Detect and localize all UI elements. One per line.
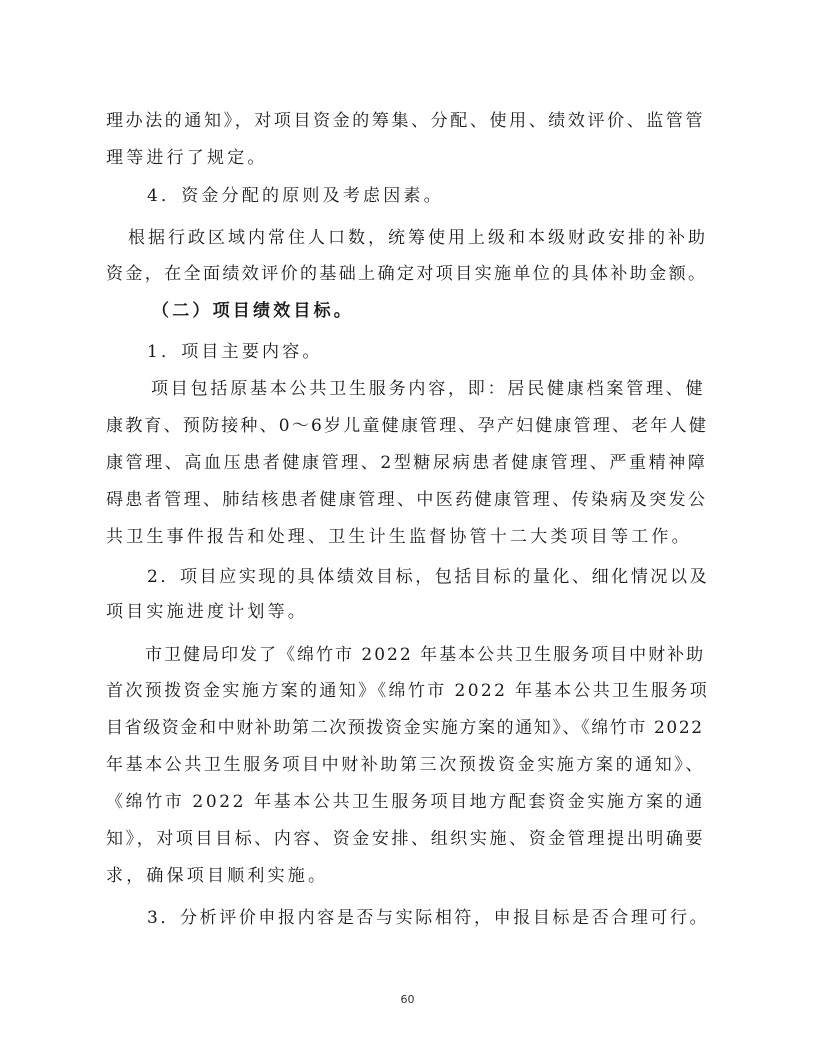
body-text-line: 首次预拨资金实施方案的通知》《绵竹市 2022 年基本公共卫生服务项 — [106, 681, 710, 701]
body-text-line: 目省级资金和中财补助第二次预拨资金实施方案的通知》、《绵竹市 2022 — [106, 718, 704, 738]
body-text-line: 资金，在全面绩效评价的基础上确定对项目实施单位的具体补助金额。 — [106, 264, 708, 284]
page-number: 60 — [400, 993, 415, 1006]
body-text-line: 根据行政区域内常住人口数，统筹使用上级和本级财政安排的补助 — [128, 228, 708, 248]
body-text-line: 项目实施进度计划等。 — [106, 602, 308, 622]
body-text-line: 理等进行了规定。 — [106, 148, 268, 168]
body-text-line: 康管理、高血压患者健康管理、2型糖尿病患者健康管理、严重精神障 — [106, 453, 708, 473]
body-text-line: 项目包括原基本公共卫生服务内容，即：居民健康档案管理、健 — [151, 379, 706, 399]
body-text-line: 理办法的通知》，对项目资金的筹集、分配、使用、绩效评价、监管管 — [106, 111, 706, 131]
section-item-heading: 3．分析评价申报内容是否与实际相符，申报目标是否合理可行。 — [147, 908, 710, 928]
body-text-line: 知》，对项目目标、内容、资金安排、组织实施、资金管理提出明确要 — [106, 829, 706, 849]
body-text-line: 年基本公共卫生服务项目中财补助第三次预拨资金实施方案的通知》、 — [106, 755, 706, 775]
body-text-line: 康教育、预防接种、0～6岁儿童健康管理、孕产妇健康管理、老年人健 — [106, 416, 709, 436]
section-item-heading: 2．项目应实现的具体绩效目标，包括目标的量化、细化情况以及 — [147, 567, 710, 587]
section-item-heading: 1．项目主要内容。 — [147, 342, 323, 362]
body-text-line: 碍患者管理、肺结核患者健康管理、中医药健康管理、传染病及突发公 — [106, 490, 708, 510]
body-text-line: 共卫生事件报告和处理、卫生计生监督协管十二大类项目等工作。 — [106, 527, 692, 547]
body-text-line: 市卫健局印发了《绵竹市 2022 年基本公共卫生服务项目中财补助 — [145, 645, 706, 665]
section-item-heading: 4．资金分配的原则及考虑因素。 — [147, 186, 444, 206]
body-text-line: 求，确保项目顺利实施。 — [106, 866, 329, 886]
body-text-line: 《绵竹市 2022 年基本公共卫生服务项目地方配套资金实施方案的通 — [106, 792, 705, 812]
section-heading: （二）项目绩效目标。 — [152, 301, 354, 321]
